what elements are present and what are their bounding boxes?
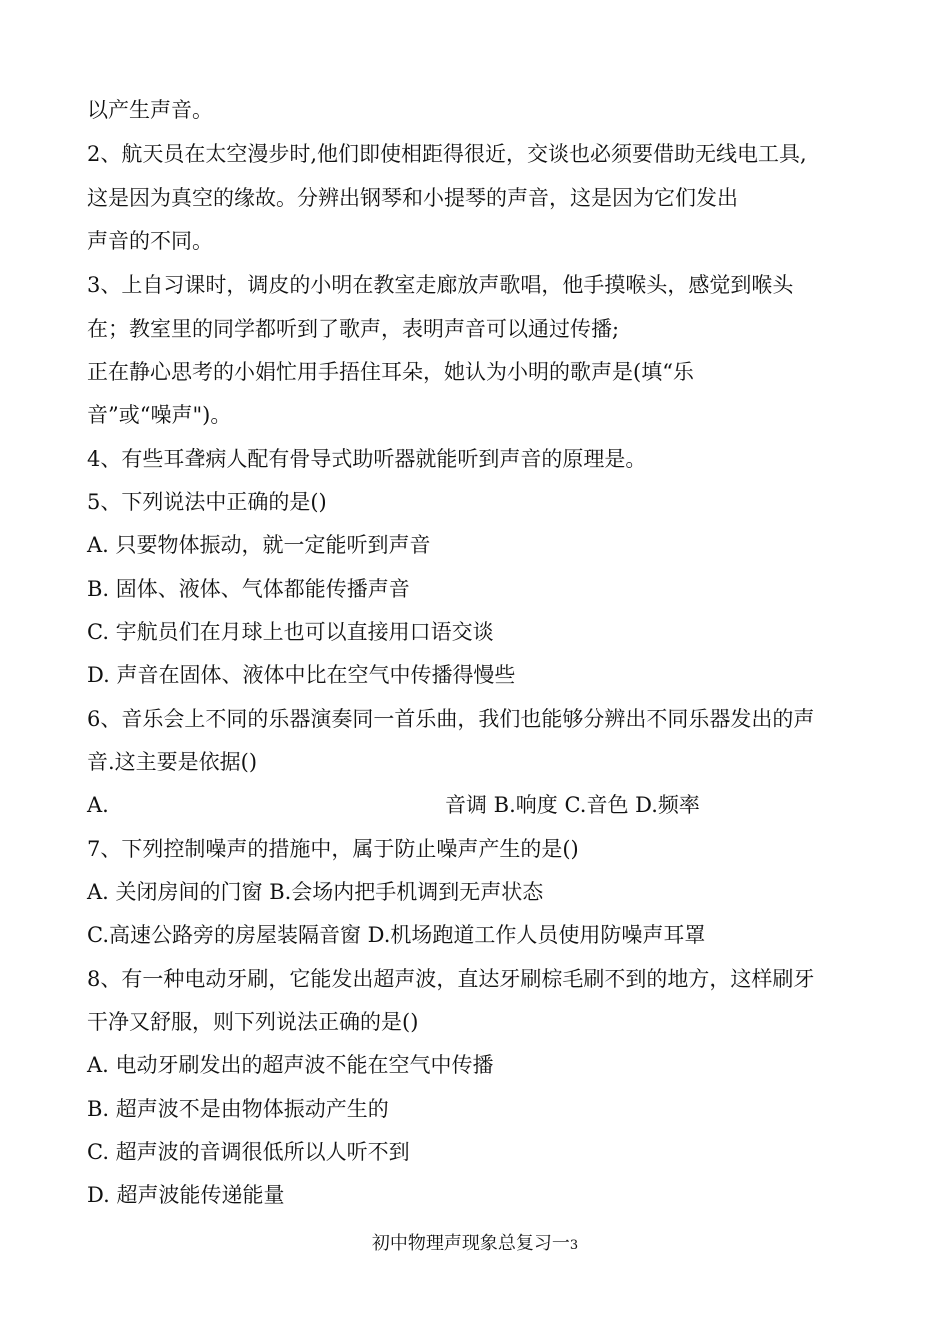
text-line: 正在静心思考的小娟忙用手捂住耳朵，她认为小明的歌声是(填“乐 bbox=[87, 360, 694, 384]
option-c: C. 宇航员们在月球上也可以直接用口语交谈 bbox=[87, 620, 494, 644]
question-8: 8、有一种电动牙刷，它能发出超声波，直达牙刷棕毛刷不到的地方，这样刷牙 bbox=[87, 967, 815, 991]
question-4: 4、有些耳聋病人配有骨导式助听器就能听到声音的原理是。 bbox=[87, 447, 647, 471]
option-b: B. 固体、液体、气体都能传播声音 bbox=[87, 577, 410, 601]
option-b: B. 超声波不是由物体振动产生的 bbox=[87, 1097, 389, 1121]
text-line: 这是因为真空的缘故。分辨出钢琴和小提琴的声音，这是因为它们发出 bbox=[87, 186, 738, 210]
question-6: 6、音乐会上不同的乐器演奏同一首乐曲，我们也能够分辨出不同乐器发出的声 bbox=[87, 707, 815, 731]
option-d: D. 超声波能传递能量 bbox=[87, 1183, 285, 1207]
page-footer bbox=[0, 1232, 950, 1258]
q6-options: 音调 B.响度 C.音色 D.频率 bbox=[445, 793, 700, 817]
option-ab: A. 关闭房间的门窗 B.会场内把手机调到无声状态 bbox=[87, 880, 544, 904]
text-line: 在；教室里的同学都听到了歌声，表明声音可以通过传播; bbox=[87, 317, 620, 341]
footer-title: 初中物理声现象总复习一 bbox=[371, 1233, 570, 1254]
page-number: 3 bbox=[569, 1238, 579, 1253]
question-7: 7、下列控制噪声的措施中，属于防止噪声产生的是() bbox=[87, 837, 579, 861]
option-a-label: A. bbox=[87, 793, 109, 817]
text-line: 干净又舒服，则下列说法正确的是() bbox=[87, 1010, 419, 1034]
question-3: 3、上自习课时，调皮的小明在教室走廊放声歌唱，他手摸喉头，感觉到喉头 bbox=[87, 273, 794, 297]
option-a: A. 电动牙刷发出的超声波不能在空气中传播 bbox=[87, 1053, 494, 1077]
question-2: 2、航天员在太空漫步时,他们即使相距得很近，交谈也必须要借助无线电工具, bbox=[87, 142, 807, 166]
option-d: D. 声音在固体、液体中比在空气中传播得慢些 bbox=[87, 663, 516, 687]
text-line: 声音的不同。 bbox=[87, 229, 213, 253]
text-line: 音.这主要是依据() bbox=[87, 750, 258, 774]
text-line: 以产生声音。 bbox=[87, 98, 213, 122]
question-5: 5、下列说法中正确的是() bbox=[87, 490, 327, 514]
option-c: C. 超声波的音调很低所以人听不到 bbox=[87, 1140, 410, 1164]
option-cd: C.高速公路旁的房屋装隔音窗 D.机场跑道工作人员使用防噪声耳罩 bbox=[87, 923, 706, 947]
text-line: 音”或“噪声")。 bbox=[87, 403, 232, 427]
option-a: A. 只要物体振动，就一定能听到声音 bbox=[87, 533, 431, 557]
